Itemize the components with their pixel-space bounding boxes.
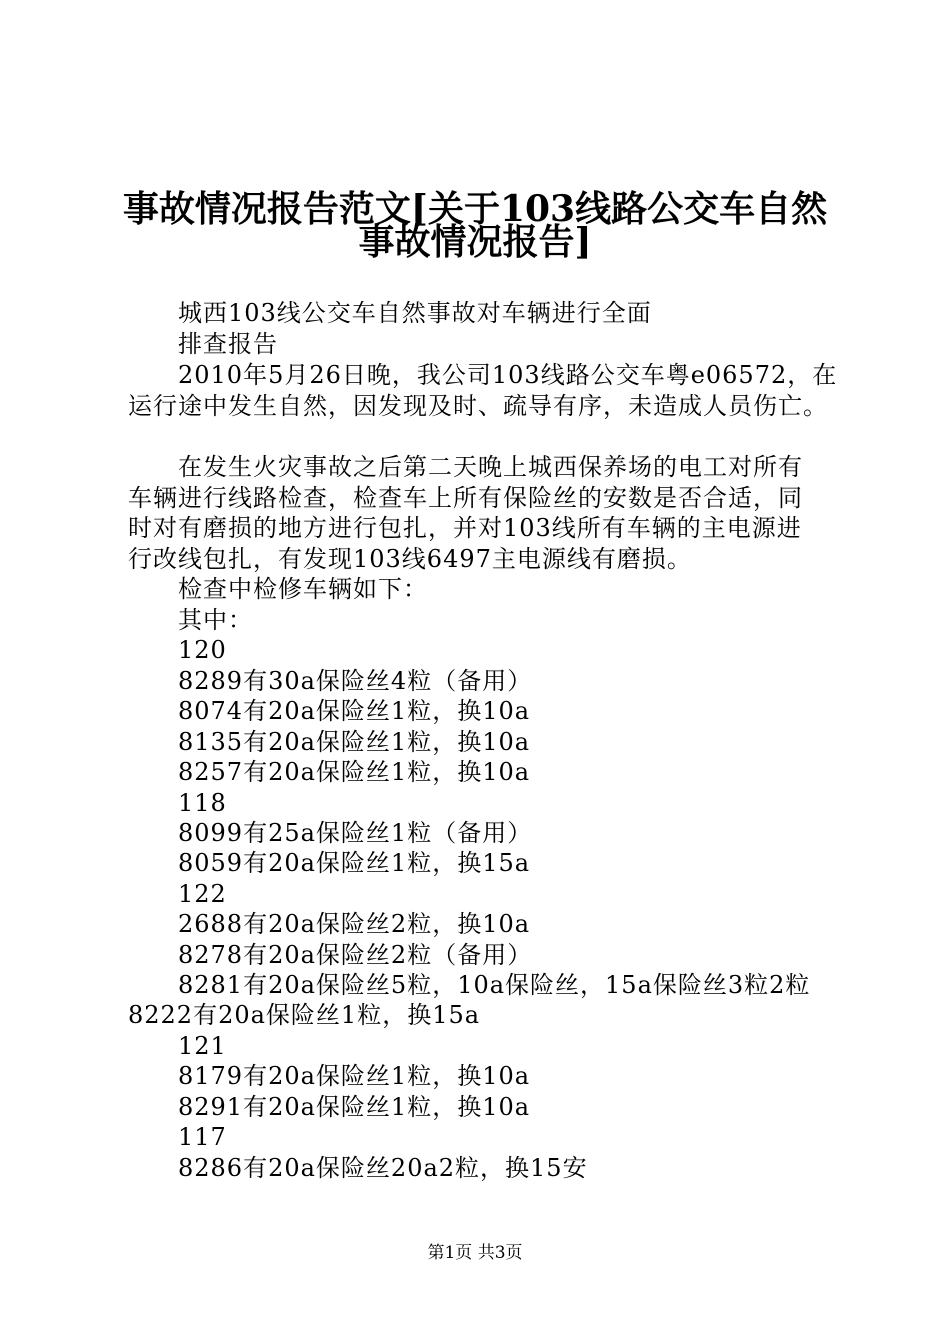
body-line: 8291有20a保险丝1粒，换10a (178, 1093, 531, 1121)
body-line: 120 (178, 636, 227, 664)
body-line: 其中： (178, 606, 253, 634)
body-line: 8059有20a保险丝1粒，换15a (178, 849, 531, 877)
body-line: 在发生火灾事故之后第二天晚上城西保养场的电工对所有 (178, 453, 803, 481)
body-line: 检查中检修车辆如下： (178, 575, 428, 603)
body-line: 8257有20a保险丝1粒，换10a (178, 758, 531, 786)
body-line: 8286有20a保险丝20a2粒，换15安 (178, 1154, 588, 1182)
body-line: 8179有20a保险丝1粒，换10a (178, 1062, 531, 1090)
body-line: 121 (178, 1032, 227, 1060)
body-line: 8281有20a保险丝5粒，10a保险丝，15a保险丝3粒2粒 (178, 971, 811, 999)
body-line: 8099有25a保险丝1粒（备用） (178, 819, 533, 847)
body-line: 122 (178, 880, 227, 908)
body-line: 城西103线公交车自然事故对车辆进行全面 (178, 299, 652, 327)
body-line: 时对有磨损的地方进行包扎，并对103线所有车辆的主电源进 (128, 514, 802, 542)
body-line: 118 (178, 789, 227, 817)
body-line: 8074有20a保险丝1粒，换10a (178, 697, 531, 725)
body-line: 2688有20a保险丝2粒，换10a (178, 910, 531, 938)
page-footer: 第1页 共3页 (427, 1243, 523, 1263)
body-line: 8135有20a保险丝1粒，换10a (178, 728, 531, 756)
body-line: 8289有30a保险丝4粒（备用） (178, 667, 533, 695)
body-line: 117 (178, 1123, 227, 1151)
body-line: 排查报告 (178, 330, 278, 358)
body-line: 运行途中发生自然，因发现及时、疏导有序，未造成人员伤亡。 (128, 392, 828, 420)
document-title-line-2: 事故情况报告] (358, 221, 592, 263)
body-line: 车辆进行线路检查，检查车上所有保险丝的安数是否合适，同 (128, 484, 803, 512)
document-title-line-1: 事故情况报告范文[关于103线路公交车自然 (122, 188, 828, 230)
body-line: 8278有20a保险丝2粒（备用） (178, 941, 533, 969)
body-line: 行改线包扎，有发现103线6497主电源线有磨损。 (128, 545, 692, 573)
body-line: 8222有20a保险丝1粒，换15a (128, 1001, 481, 1029)
body-line: 2010年5月26日晚，我公司103线路公交车粤e06572，在 (178, 361, 838, 389)
